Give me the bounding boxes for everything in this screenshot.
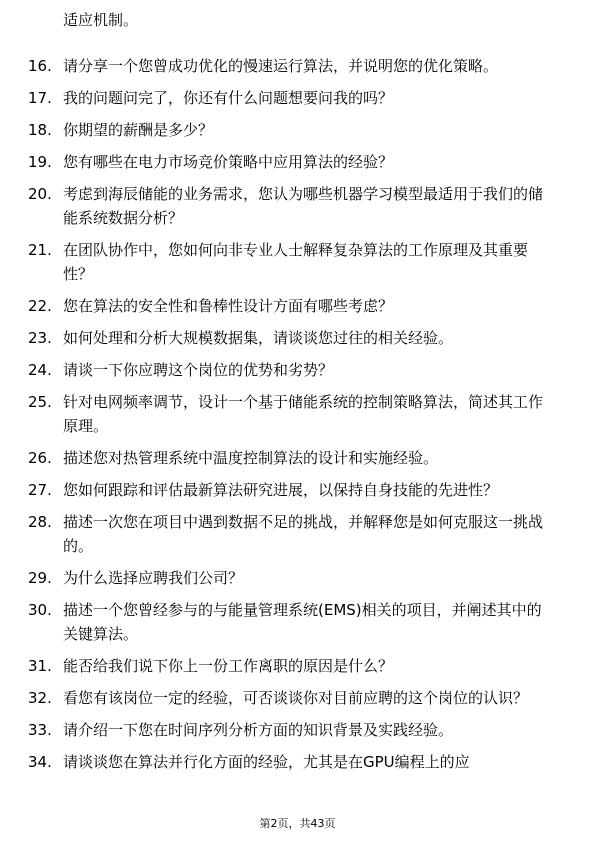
question-number: 21. <box>28 241 52 259</box>
question-item <box>0 750 595 774</box>
question-text: 您如何跟踪和评估最新算法研究进展，以保持自身技能的先进性？ <box>63 481 499 499</box>
question-number: 18. <box>28 121 52 139</box>
continuation-text: 适应机制。 <box>63 11 139 29</box>
question-item <box>0 446 595 470</box>
question-item <box>0 686 595 710</box>
question-text: 请分享一个您曾成功优化的慢速运行算法，并说明您的优化策略。 <box>63 57 499 75</box>
question-item <box>0 478 595 502</box>
question-text: 你期望的薪酬是多少？ <box>63 121 214 139</box>
question-text: 请介绍一下您在时间序列分析方面的知识背景及实践经验。 <box>63 721 454 739</box>
question-item <box>0 510 595 558</box>
question-number: 29. <box>28 569 52 587</box>
question-number: 24. <box>28 361 52 379</box>
question-text: 您在算法的安全性和鲁棒性设计方面有哪些考虑？ <box>63 297 394 315</box>
question-item <box>0 182 595 230</box>
question-item <box>0 54 595 78</box>
question-text: 描述一个您曾经参与的与能量管理系统(EMS)相关的项目，并阐述其中的关键算法。 <box>63 601 542 643</box>
question-number: 30. <box>28 601 52 619</box>
question-item <box>0 598 595 646</box>
question-list <box>0 54 595 782</box>
question-number: 28. <box>28 513 52 531</box>
question-item <box>0 566 595 590</box>
question-text: 在团队协作中，您如何向非专业人士解释复杂算法的工作原理及其重要性？ <box>63 241 529 283</box>
question-item <box>0 358 595 382</box>
question-number: 34. <box>28 753 52 771</box>
question-number: 27. <box>28 481 52 499</box>
question-item <box>0 718 595 742</box>
question-item <box>0 86 595 110</box>
question-text: 看您有该岗位一定的经验，可否谈谈你对目前应聘的这个岗位的认识？ <box>63 689 529 707</box>
question-number: 33. <box>28 721 52 739</box>
question-text: 针对电网频率调节，设计一个基于储能系统的控制策略算法，简述其工作原理。 <box>63 393 544 435</box>
question-text: 请谈谈您在算法并行化方面的经验，尤其是在GPU编程上的应 <box>63 753 470 771</box>
question-text: 您有哪些在电力市场竞价策略中应用算法的经验？ <box>63 153 394 171</box>
question-item <box>0 150 595 174</box>
question-text: 考虑到海辰储能的业务需求，您认为哪些机器学习模型最适用于我们的储能系统数据分析？ <box>63 185 544 227</box>
question-item <box>0 326 595 350</box>
question-item <box>0 294 595 318</box>
question-text: 如何处理和分析大规模数据集，请谈谈您过往的相关经验。 <box>63 329 454 347</box>
question-number: 20. <box>28 185 52 203</box>
question-item <box>0 654 595 678</box>
question-text: 描述一次您在项目中遇到数据不足的挑战，并解释您是如何克服这一挑战的。 <box>63 513 544 555</box>
question-item <box>0 390 595 438</box>
question-text: 我的问题问完了，你还有什么问题想要问我的吗？ <box>63 89 394 107</box>
question-text: 为什么选择应聘我们公司？ <box>63 569 244 587</box>
page-footer: 第2页，共43页 <box>259 817 336 830</box>
question-number: 22. <box>28 297 52 315</box>
question-number: 19. <box>28 153 52 171</box>
question-text: 能否给我们说下你上一份工作离职的原因是什么？ <box>63 657 394 675</box>
question-number: 26. <box>28 449 52 467</box>
question-text: 请谈一下你应聘这个岗位的优势和劣势？ <box>63 361 334 379</box>
question-number: 17. <box>28 89 52 107</box>
question-item <box>0 238 595 286</box>
question-number: 16. <box>28 57 52 75</box>
question-number: 31. <box>28 657 52 675</box>
question-number: 25. <box>28 393 52 411</box>
question-number: 32. <box>28 689 52 707</box>
question-item <box>0 118 595 142</box>
question-text: 描述您对热管理系统中温度控制算法的设计和实施经验。 <box>63 449 439 467</box>
question-number: 23. <box>28 329 52 347</box>
